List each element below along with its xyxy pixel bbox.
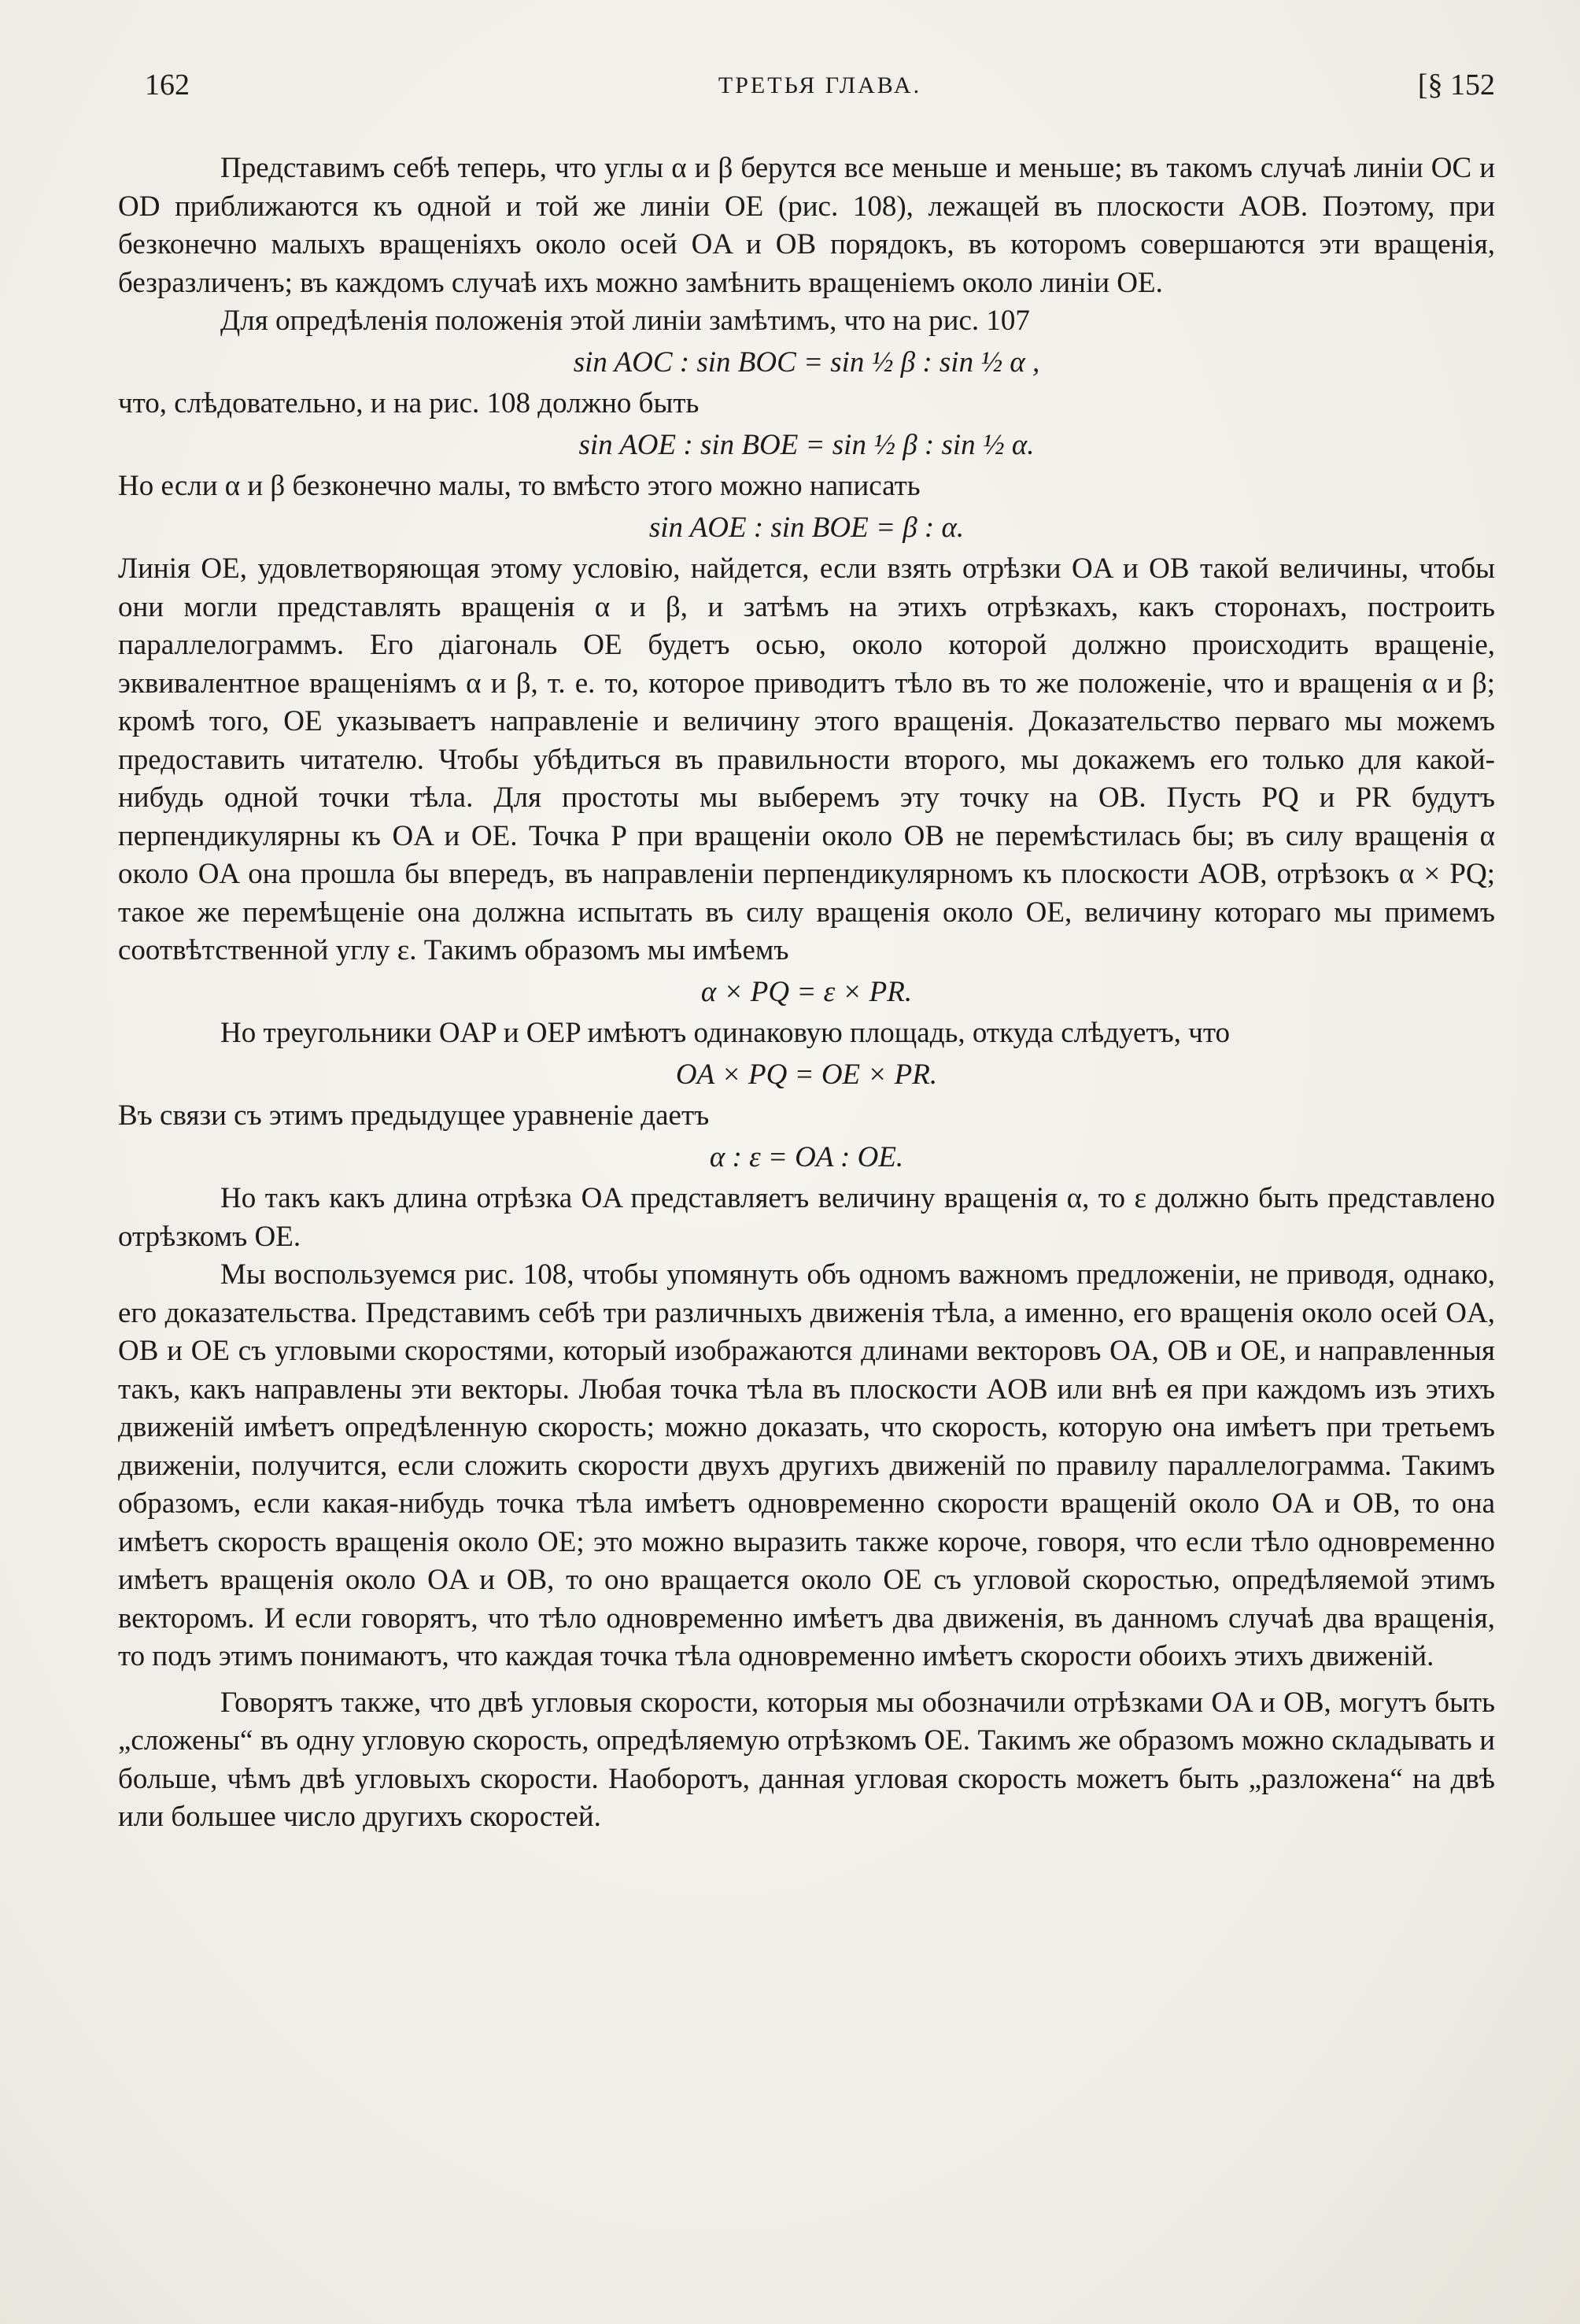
paragraph-gap (118, 1676, 1495, 1684)
equation: sin AOE : sin BOE = β : α. (648, 511, 965, 544)
page-body (118, 150, 1495, 1837)
paragraph: Въ связи съ этимъ предыдущее уравненіе даетъ (118, 1099, 710, 1132)
paragraph: Линія OE, удовлетворяющая этому условію, найдется, если взять отрѣзки OA и OB такой величины, чтобы они могли представлять вращенія α и β, и затѣмъ на этихъ отрѣзкахъ, какъ сторонахъ, построить параллелограммъ. Его діагональ OE будетъ осью, около которой должно происходить вращеніе, эквивалентное вращеніямъ α и β, т. е. то, которое приводитъ тѣло въ то же положеніе, что и вращенія α и β; кромѣ того, OE указываетъ направленіе и величину этого вращенія. Доказательство перваго мы можемъ предоставить читателю. Чтобы убѣдиться въ правильности второго, мы докажемъ его только для какой-нибудь одной точки тѣла. Для простоты мы выберемъ эту точку на OB. Пусть PQ и PR будутъ перпендикулярны къ OA и OE. Точка P при вращеніи около OB не перемѣстилась бы; въ силу вращенія α около OA она прошла бы впередъ, въ направленіи перпендикулярномъ къ плоскости AOB, отрѣзокъ α × PQ; такое же перемѣщеніе она должна испытать въ силу вращенія около OE, величину котораго мы примемъ соотвѣтственной углу ε. Такимъ образомъ мы имѣемъ (118, 552, 1495, 966)
paragraph: Но если α и β безконечно малы, то вмѣсто этого можно написать (118, 470, 921, 502)
equation: sin AOE : sin BOE = sin ½ β : sin ½ α. (578, 428, 1035, 461)
section-number: [§ 152 (1417, 68, 1495, 102)
equation: OA × PQ = OE × PR. (675, 1058, 938, 1091)
paragraph: Для опредѣленія положенія этой линіи замѣтимъ, что на рис. 107 (220, 305, 1030, 337)
equation: α × PQ = ε × PR. (700, 975, 913, 1008)
page-header (145, 68, 1495, 115)
equation: sin AOC : sin BOC = sin ½ β : sin ½ α , (573, 345, 1040, 379)
paragraph: Мы воспользуемся рис. 108, чтобы упомянуть объ одномъ важномъ предложеніи, не приводя, однако, его доказательства. Представимъ себѣ три различныхъ движенія тѣла, а именно, его вращенія около осей OA, OB и OE съ угловыми скоростями, который изображаются длинами векторовъ OA, OB и OE, и направленныя такъ, какъ направлены эти векторы. Любая точка тѣла въ плоскости AOB или внѣ ея при каждомъ изъ этихъ движеній имѣетъ опредѣленную скорость; можно доказать, что скорость, которую она имѣетъ при третьемъ движеніи, получится, если сложить скорости двухъ другихъ движеній по правилу параллелограмма. Такимъ образомъ, если какая-нибудь точка тѣла имѣетъ одновременно скорости вращеній около OA и OB, то она имѣетъ скорость вращенія около OE; это можно выразить также короче, говоря, что если тѣло одновременно имѣетъ вращенія около OA и OB, то оно вращается около OE съ угловой скоростью, опредѣляемой этимъ векторомъ. И если говорятъ, что тѣло одновременно имѣетъ два движенія, въ данномъ случаѣ два вращенія, то подъ этимъ понимаютъ, что каждая точка тѣла одновременно имѣетъ скорости обоихъ этихъ движеній. (118, 1258, 1495, 1672)
paragraph: Но треугольники OAP и OEP имѣютъ одинаковую площадь, откуда слѣдуетъ, что (220, 1017, 1231, 1049)
paragraph: что, слѣдовательно, и на рис. 108 должно быть (118, 387, 700, 419)
equation: α : ε = OA : OE. (709, 1140, 904, 1173)
paragraph: Представимъ себѣ теперь, что углы α и β берутся все меньше и меньше; въ такомъ случаѣ линіи OC и OD приближаются къ одной и той же линіи OE (рис. 108), лежащей въ плоскости AOB. Поэтому, при безконечно малыхъ вращеніяхъ около осей OA и OB порядокъ, въ которомъ совершаются эти вращенія, безразличенъ; въ каждомъ случаѣ ихъ можно замѣнить вращеніемъ около линіи OE. (118, 152, 1495, 299)
paragraph: Говорятъ также, что двѣ угловыя скорости, которыя мы обозначили отрѣзками OA и OB, могутъ быть „сложены“ въ одну угловую скорость, опредѣляемую отрѣзкомъ OE. Такимъ же образомъ можно складывать и больше, чѣмъ двѣ угловыхъ скорости. Наоборотъ, данная угловая скорость можетъ быть „разложена“ на двѣ или большее число другихъ скоростей. (118, 1686, 1495, 1833)
paragraph: Но такъ какъ длина отрѣзка OA представляетъ величину вращенія α, то ε должно быть представлено отрѣзкомъ OE. (118, 1182, 1495, 1253)
page-number: 162 (145, 68, 190, 102)
chapter-title: ТРЕТЬЯ ГЛАВА. (718, 72, 922, 98)
